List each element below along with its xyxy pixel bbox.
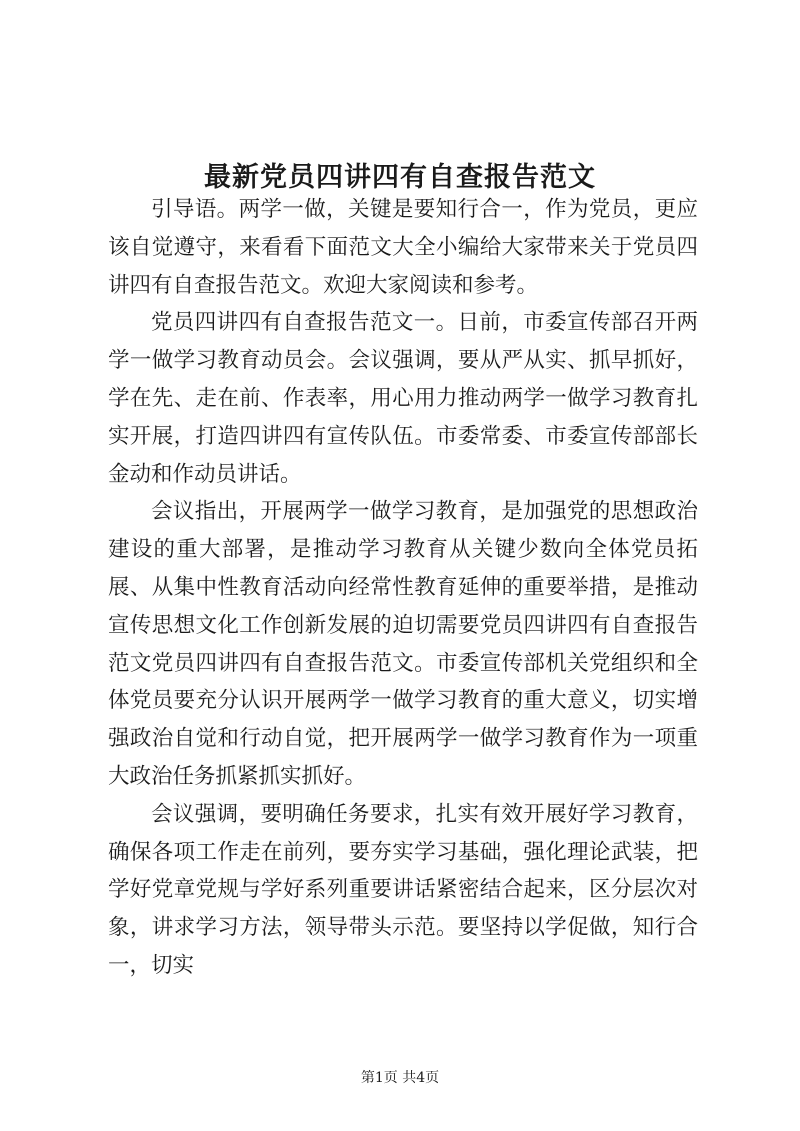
document-body [108, 191, 698, 985]
page-footer: 第1页 共4页 [360, 1070, 440, 1086]
paragraph-4: 会议强调，要明确任务要求，扎实有效开展好学习教育，确保各项工作走在前列，要夯实学习基础，强化理论武装，把学好党章党规与学好系列重要讲话紧密结合起来，区分层次对象，讲求学习方法，领导带头示范。要坚持以学促做，知行合一，切实 [108, 801, 698, 978]
paragraph-1: 引导语。两学一做，关键是要知行合一，作为党员，更应该自觉遵守，来看看下面范文大全小编给大家带来关于党员四讲四有自查报告范文。欢迎大家阅读和参考。 [108, 197, 698, 298]
document-title: 最新党员四讲四有自查报告范文 [204, 162, 596, 194]
paragraph-3: 会议指出，开展两学一做学习教育，是加强党的思想政治建设的重大部署，是推动学习教育从关键少数向全体党员拓展、从集中性教育活动向经常性教育延伸的重要举措，是推动宣传思想文化工作创新发展的迫切需要党员四讲四有自查报告范文党员四讲四有自查报告范文。市委宣传部机关党组织和全体党员要充分认识开展两学一做学习教育的重大意义，切实增强政治自觉和行动自觉，把开展两学一做学习教育作为一项重大政治任务抓紧抓实抓好。 [108, 499, 698, 789]
paragraph-2: 党员四讲四有自查报告范文一。日前，市委宣传部召开两学一做学习教育动员会。会议强调，要从严从实、抓早抓好，学在先、走在前、作表率，用心用力推动两学一做学习教育扎实开展，打造四讲四有宣传队伍。市委常委、市委宣传部部长金动和作动员讲话。 [108, 310, 698, 487]
